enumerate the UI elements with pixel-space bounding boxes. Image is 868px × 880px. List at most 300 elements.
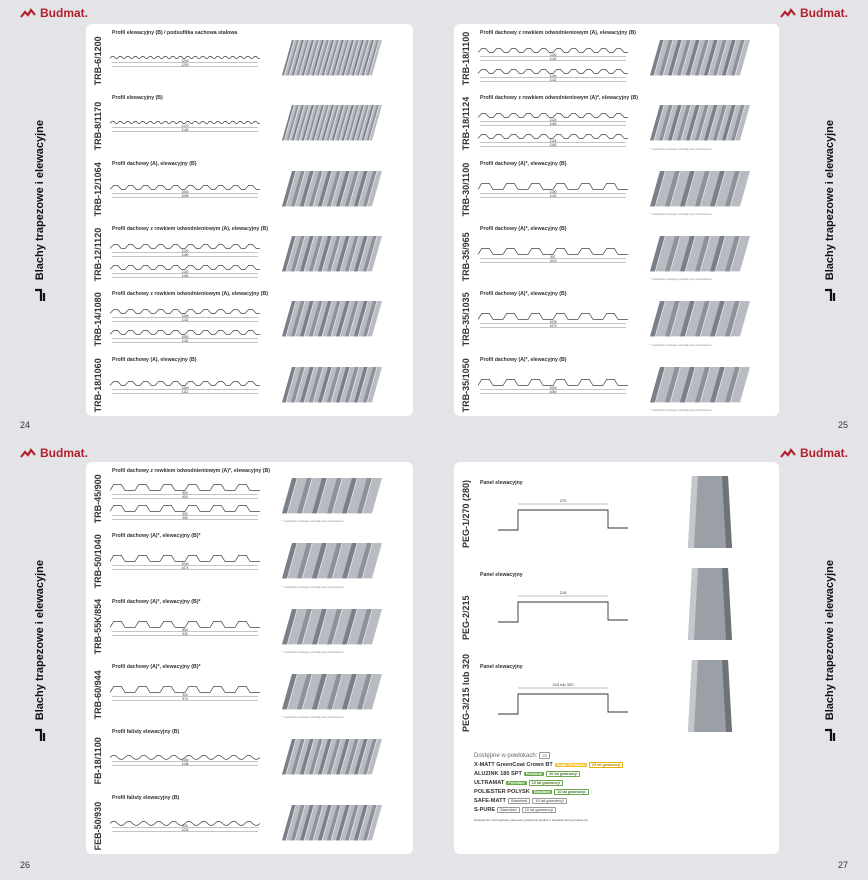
- profile-drawing: [478, 299, 638, 344]
- profile-line: [110, 621, 260, 627]
- side-title-text: Blachy trapezowe i elewacyjne: [34, 560, 46, 721]
- product-row[interactable]: [86, 28, 413, 87]
- fineprint: Dostępność i szczegółowe parametry gwarancji zgodnie z aktualną ofertą producenta.: [474, 818, 589, 822]
- profile-line: [110, 245, 260, 249]
- profile-drawing: [110, 803, 270, 848]
- profile-drawing: [478, 103, 638, 148]
- dimension-label: 1050: [549, 385, 557, 390]
- profile-title: Profil elewacyjny (B): [112, 95, 163, 102]
- product-code-text: TRB-18/1060: [93, 357, 103, 412]
- section-marker-icon: [824, 728, 836, 742]
- profile-title: Profil falisty elewacyjny (B): [112, 794, 180, 801]
- dimension-label: 974: [182, 696, 188, 701]
- coating-item: [474, 771, 774, 777]
- dimension-label: 1163: [549, 122, 557, 127]
- dimension-label: 1200: [181, 58, 189, 63]
- coating-tag: Standard: [533, 790, 551, 794]
- panel-title: Panel elewacyjny: [480, 480, 523, 486]
- product-code: [458, 466, 474, 548]
- product-card: [454, 462, 779, 854]
- technical-drawing: [110, 103, 270, 148]
- product-code-text: PEG-2/215: [461, 595, 471, 640]
- sheet-photo-image: [282, 735, 382, 778]
- sheet-photo-image: [282, 539, 382, 582]
- product-card: [454, 24, 779, 416]
- sheet-photo-image: [650, 232, 750, 275]
- dimension-label: 1130: [549, 193, 557, 198]
- side-title: [28, 560, 52, 770]
- product-row[interactable]: [454, 28, 779, 87]
- brand-logo[interactable]: [780, 6, 848, 20]
- product-row[interactable]: [454, 159, 779, 218]
- sheet-photo: [282, 36, 382, 79]
- coating-tag: Standard: [508, 798, 530, 804]
- product-code: [458, 159, 474, 216]
- technical-drawing: [110, 737, 270, 782]
- technical-drawing: [110, 299, 270, 344]
- product-row[interactable]: [86, 662, 413, 721]
- profile-line: [110, 556, 260, 562]
- dimension-label: 1160: [181, 273, 189, 278]
- footnote: * możliwość pełnego przewiju w/g zamówienia: [650, 211, 712, 216]
- dimension-label: 270: [559, 498, 567, 503]
- coating-tag: 15 lat gwarancji: [529, 780, 563, 786]
- product-row[interactable]: [86, 597, 413, 656]
- product-code: [90, 93, 106, 150]
- technical-drawing: [110, 803, 270, 848]
- coating-name: X-MATT GreenCoat Crown BT: [474, 762, 553, 768]
- profile-title: Profil dachowy z rowkiem odwodnieniowym (A), elewacyjny (B): [112, 291, 268, 298]
- dimension-label: 1100: [549, 52, 557, 57]
- coating-tag: Standard: [497, 807, 519, 813]
- coating-item: [474, 780, 774, 786]
- product-code-text: TRB-6/1200: [93, 36, 103, 86]
- profile-drawing: [110, 169, 270, 214]
- side-title-text: Blachy trapezowe i elewacyjne: [824, 560, 836, 721]
- dimension-label: 1132: [181, 318, 189, 323]
- coating-tag: 10 lat gwarancji: [522, 807, 556, 813]
- sheet-photo: [650, 167, 750, 210]
- product-code: [458, 28, 474, 85]
- dimension-label: 854: [182, 627, 188, 632]
- sheet-photo: [282, 363, 382, 406]
- coating-name: SAFE-MATT: [474, 798, 506, 804]
- profile-line: [478, 248, 628, 254]
- profile-line: [110, 331, 260, 335]
- profile-drawing: [110, 234, 270, 279]
- dimension-label: 1010: [549, 258, 557, 263]
- technical-drawing: [478, 365, 638, 410]
- sheet-photo-image: [282, 474, 382, 517]
- page-number: 27: [837, 860, 848, 870]
- profile-line: [110, 310, 260, 314]
- profile-title: Profil dachowy (A)*, elewacyjny (B): [480, 291, 567, 298]
- page-26: [0, 440, 434, 880]
- sheet-photo-image: [650, 36, 750, 79]
- profile-title: Profil dachowy (A)*, elewacyjny (B): [480, 226, 567, 232]
- coating-item: [474, 789, 774, 795]
- footnote: * możliwość pełnego przewiju w/g zamówienia: [282, 519, 344, 524]
- dimension-label: 215: [559, 590, 567, 595]
- sheet-photo-image: [282, 605, 382, 648]
- footnote: * możliwość pełnego przewiju w/g zamówienia: [650, 146, 712, 151]
- page-27: [434, 440, 868, 880]
- footnote: * możliwość pełnego przewiju w/g zamówienia: [650, 277, 712, 282]
- coating-tag: 20 lat gwarancji: [546, 771, 580, 777]
- technical-drawing: [478, 234, 638, 279]
- product-row[interactable]: [86, 531, 413, 590]
- panel-photo-image: [670, 472, 750, 552]
- product-code-text: TRB-14/1080: [93, 292, 103, 347]
- dimension-label: 215 lub 320: [552, 682, 574, 687]
- profile-line: [110, 381, 260, 385]
- profile-drawing: [110, 299, 270, 344]
- sheet-photo-image: [282, 232, 382, 275]
- profile-line: [110, 265, 260, 269]
- dimension-label: 930: [182, 631, 188, 636]
- sheet-photo: [282, 474, 382, 517]
- brand-logo[interactable]: [780, 446, 848, 460]
- product-row[interactable]: [454, 93, 779, 152]
- product-code: [90, 662, 106, 719]
- footnote: * możliwość pełnego przewiju w/g zamówienia: [282, 584, 344, 589]
- sheet-photo: [650, 36, 750, 79]
- panel-drawing: [478, 674, 638, 724]
- product-code-text: FEB-50/930: [93, 801, 103, 850]
- product-row[interactable]: [86, 289, 413, 348]
- side-title-text: Blachy trapezowe i elewacyjne: [34, 120, 46, 281]
- product-code-text: TRB-45/900: [93, 474, 103, 524]
- dimension-label: 1035: [549, 320, 557, 325]
- product-code: [458, 650, 474, 732]
- profile-line: [478, 314, 628, 320]
- dimension-label: 1132: [549, 56, 557, 61]
- technical-drawing: [110, 476, 270, 521]
- coating-item: [474, 807, 774, 813]
- product-code: [90, 159, 106, 216]
- product-code-text: TRB-35/965: [461, 232, 471, 282]
- sheet-photo-image: [282, 670, 382, 713]
- profile-drawing: [110, 541, 270, 586]
- technical-drawing: [110, 38, 270, 83]
- product-code-text: TRB-35/1035: [461, 292, 471, 347]
- sheet-photo: [282, 605, 382, 648]
- coating-tag: Premium: [525, 772, 543, 776]
- brand-name: Budmat.: [40, 6, 88, 20]
- product-row[interactable]: [454, 355, 779, 414]
- footnote: * możliwość pełnego przewiju w/g zamówienia: [650, 342, 712, 347]
- product-code: [90, 727, 106, 784]
- product-code: [90, 355, 106, 412]
- page-number: 26: [20, 860, 31, 870]
- dimension-label: 1100: [549, 189, 557, 194]
- product-code: [90, 289, 106, 346]
- sheet-photo: [282, 232, 382, 275]
- dimension-label: 1163: [549, 143, 557, 148]
- profile-line: [110, 505, 260, 511]
- technical-drawing: [478, 103, 638, 148]
- panel-photo-image: [670, 564, 750, 644]
- profile-line: [478, 69, 628, 73]
- product-code: [458, 93, 474, 150]
- profile-drawing: [110, 103, 270, 148]
- profile-drawing: [110, 737, 270, 782]
- product-row[interactable]: [86, 224, 413, 283]
- profile-drawing: [478, 38, 638, 83]
- sheet-photo-image: [650, 363, 750, 406]
- sheet-photo-image: [650, 297, 750, 340]
- dimension-label: 1149: [181, 128, 189, 133]
- profile-title: Profil dachowy (A)*, elewacyjny (B)*: [112, 533, 201, 540]
- product-row[interactable]: [86, 355, 413, 414]
- sheet-photo-image: [282, 36, 382, 79]
- sheet-photo: [650, 101, 750, 144]
- dimension-label: 1085: [181, 193, 189, 198]
- profile-drawing: [478, 365, 638, 410]
- profile-title: Profil dachowy (A)*, elewacyjny (B)*: [112, 598, 201, 605]
- product-row[interactable]: [86, 466, 413, 525]
- availability-title: [474, 752, 774, 759]
- budmat-roof-icon: [20, 8, 36, 19]
- product-code: [458, 289, 474, 346]
- budmat-roof-icon: [780, 8, 796, 19]
- availability-heading: Dostępne w powłokach:: [474, 752, 538, 759]
- coating-tag: 25 lat gwarancji: [589, 762, 623, 768]
- page-number: 24: [20, 420, 31, 430]
- product-card: [86, 24, 413, 416]
- dimension-label: 930: [182, 823, 188, 828]
- profile-drawing: [110, 476, 270, 521]
- dimension-label: 950: [182, 515, 188, 520]
- technical-drawing: [110, 234, 270, 279]
- technical-drawing: [478, 38, 638, 83]
- profile-line: [478, 135, 628, 139]
- sheet-photo: [650, 363, 750, 406]
- dimension-label: 1160: [181, 252, 189, 257]
- sheet-photo: [282, 801, 382, 844]
- dimension-label: 1132: [181, 339, 189, 344]
- dimension-label: 1080: [549, 389, 557, 394]
- dimension-label: 1112: [181, 389, 189, 394]
- side-title: [818, 560, 842, 770]
- page-number: 25: [837, 420, 848, 430]
- profile-title: Profil dachowy z rowkiem odwodnieniowym (A), elewacyjny (B): [480, 30, 636, 36]
- dimension-label: 1080: [181, 335, 189, 340]
- product-row[interactable]: [454, 289, 779, 348]
- sheet-photo: [282, 167, 382, 210]
- page-24: [0, 0, 434, 440]
- side-title: [818, 120, 842, 330]
- panel-row[interactable]: [454, 558, 779, 646]
- product-code-text: TRB-8/1170: [93, 102, 103, 151]
- brand-logo[interactable]: [20, 6, 88, 20]
- sheet-photo-image: [650, 167, 750, 210]
- product-code: [90, 793, 106, 850]
- profile-drawing: [478, 234, 638, 279]
- dimension-label: 1120: [181, 248, 189, 253]
- panel-drawing: [478, 582, 638, 632]
- dimension-label: 900: [182, 490, 188, 495]
- dimension-label: 1064: [181, 189, 189, 194]
- product-code: [90, 28, 106, 85]
- technical-drawing: [478, 169, 638, 214]
- coating-name: ALUZINK 185 SPT: [474, 771, 522, 777]
- technical-drawing: [110, 541, 270, 586]
- sheet-photo: [282, 101, 382, 144]
- section-marker-icon: [34, 288, 46, 302]
- profile-drawing: [110, 672, 270, 717]
- technical-drawing: [478, 299, 638, 344]
- panel-photo-image: [670, 656, 750, 736]
- profile-line: [110, 185, 260, 189]
- product-code-text: TRB-35/1050: [461, 357, 471, 412]
- coating-name: S-PURE: [474, 807, 496, 813]
- profile-line: [110, 485, 260, 491]
- profile-title: Profil dachowy (A)*, elewacyjny (B): [480, 356, 567, 363]
- sheet-photo-image: [282, 297, 382, 340]
- profile-line: [478, 49, 628, 53]
- technical-drawing: [110, 365, 270, 410]
- coating-tag: Super Premium: [556, 763, 585, 767]
- profile-line: [110, 686, 260, 692]
- product-code-text: PEG-3/215 lub 320: [461, 653, 471, 732]
- dimension-label: 1132: [549, 77, 557, 82]
- product-code: [458, 224, 474, 281]
- sheet-photo: [282, 735, 382, 778]
- profile-line: [478, 379, 628, 385]
- coating-name: POLIESTER POLYSK: [474, 789, 530, 795]
- dimension-label: 900: [182, 511, 188, 516]
- availability-chip: 25: [539, 752, 549, 759]
- panel-drawing: [478, 490, 638, 540]
- dimension-label: 1079: [549, 324, 557, 329]
- sheet-photo-image: [282, 801, 382, 844]
- profile-title: Profil falisty elewacyjny (B): [112, 729, 180, 736]
- sheet-photo: [650, 232, 750, 275]
- budmat-roof-icon: [20, 448, 36, 459]
- dimension-label: 1080: [181, 314, 189, 319]
- profile-line: [478, 183, 628, 189]
- panel-row[interactable]: [454, 650, 779, 738]
- dimension-label: 1100: [181, 758, 189, 763]
- dimension-label: 1074: [181, 566, 189, 571]
- profile-title: Profil dachowy z rowkiem odwodnieniowym (A)*, elewacyjny (B): [480, 95, 638, 102]
- dimension-label: 1120: [181, 269, 189, 274]
- dimension-label: 950: [182, 494, 188, 499]
- side-title-text: Blachy trapezowe i elewacyjne: [824, 120, 836, 281]
- profile-title: Profil dachowy (A)*, elewacyjny (B): [480, 160, 567, 167]
- profile-line: [478, 114, 628, 118]
- sheet-photo-image: [650, 101, 750, 144]
- technical-drawing: [110, 607, 270, 652]
- sheet-photo-image: [282, 363, 382, 406]
- dimension-label: 1170: [181, 124, 189, 129]
- coating-name: ULTRAMAT: [474, 780, 505, 786]
- product-card: [86, 462, 413, 854]
- product-code: [90, 224, 106, 281]
- profile-title: Profil dachowy (A), elewacyjny (B): [112, 356, 197, 363]
- coating-tag: 10 lat gwarancji: [554, 789, 588, 795]
- product-code-text: TRB-18/1124: [461, 97, 471, 151]
- side-title: [28, 120, 52, 330]
- product-row[interactable]: [86, 93, 413, 152]
- coatings-list: [474, 762, 774, 813]
- dimension-label: 1100: [549, 73, 557, 78]
- product-code-text: TRB-18/1100: [461, 31, 471, 86]
- brand-name: Budmat.: [800, 6, 848, 20]
- page-25: [434, 0, 868, 440]
- brand-name: Budmat.: [40, 446, 88, 460]
- footnote: * możliwość pełnego przewiju w/g zamówienia: [282, 715, 344, 720]
- panel-title: Panel elewacyjny: [480, 664, 523, 670]
- product-code-text: TRB-12/1064: [93, 161, 103, 216]
- profile-title: Profil dachowy (A)*, elewacyjny (B)*: [112, 664, 201, 670]
- product-code-text: FB-18/1100: [93, 737, 103, 785]
- product-row[interactable]: [86, 793, 413, 852]
- product-code: [90, 466, 106, 523]
- product-code-text: TRB-30/1100: [461, 162, 471, 216]
- profile-drawing: [478, 169, 638, 214]
- dimension-label: 1032: [181, 827, 189, 832]
- brand-logo[interactable]: [20, 446, 88, 460]
- brand-name: Budmat.: [800, 446, 848, 460]
- product-code: [90, 597, 106, 654]
- footnote: * możliwość pełnego przewiju w/g zamówienia: [282, 649, 344, 654]
- section-marker-icon: [34, 728, 46, 742]
- sheet-photo: [282, 670, 382, 713]
- sheet-photo-image: [282, 167, 382, 210]
- dimension-label: 1124: [549, 139, 557, 144]
- section-marker-icon: [824, 288, 836, 302]
- panel-title: Panel elewacyjny: [480, 572, 523, 578]
- dimension-label: 1250: [181, 62, 189, 67]
- coatings-availability: [474, 752, 774, 823]
- dimension-label: 1138: [181, 762, 189, 767]
- dimension-label: 1040: [181, 562, 189, 567]
- profile-drawing: [110, 38, 270, 83]
- product-code-text: PEG-1/270 (280): [461, 479, 471, 548]
- coating-tag: Premium: [508, 781, 525, 785]
- budmat-roof-icon: [780, 448, 796, 459]
- product-code: [90, 531, 106, 588]
- dimension-label: 1060: [181, 385, 189, 390]
- coating-item: [474, 762, 774, 768]
- technical-drawing: [110, 672, 270, 717]
- profile-drawing: [110, 607, 270, 652]
- product-code: [458, 558, 474, 640]
- product-code-text: TRB-12/1120: [93, 227, 103, 282]
- profile-title: Profil elewacyjny (B) / podsufitka sachowa stalowa: [112, 30, 238, 36]
- technical-drawing: [110, 169, 270, 214]
- product-row[interactable]: [86, 727, 413, 786]
- profile-drawing: [110, 365, 270, 410]
- product-code: [458, 355, 474, 412]
- product-code-text: TRB-60/944: [93, 670, 103, 720]
- coating-tag: 10 lat gwarancji: [532, 798, 566, 804]
- profile-title: Profil dachowy (A), elewacyjny (B): [112, 160, 197, 167]
- footnote: * możliwość pełnego przewiju w/g zamówienia: [650, 407, 712, 412]
- sheet-photo: [282, 539, 382, 582]
- profile-title: Profil dachowy z rowkiem odwodnieniowym (A), elewacyjny (B): [112, 226, 268, 232]
- dimension-label: 944: [182, 692, 188, 697]
- sheet-photo: [650, 297, 750, 340]
- panel-row[interactable]: [454, 466, 779, 554]
- product-row[interactable]: [454, 224, 779, 283]
- sheet-photo: [282, 297, 382, 340]
- product-row[interactable]: [86, 159, 413, 218]
- product-code-text: TRB-50/1040: [93, 534, 103, 589]
- product-code-text: TRB-55K/854: [93, 598, 103, 654]
